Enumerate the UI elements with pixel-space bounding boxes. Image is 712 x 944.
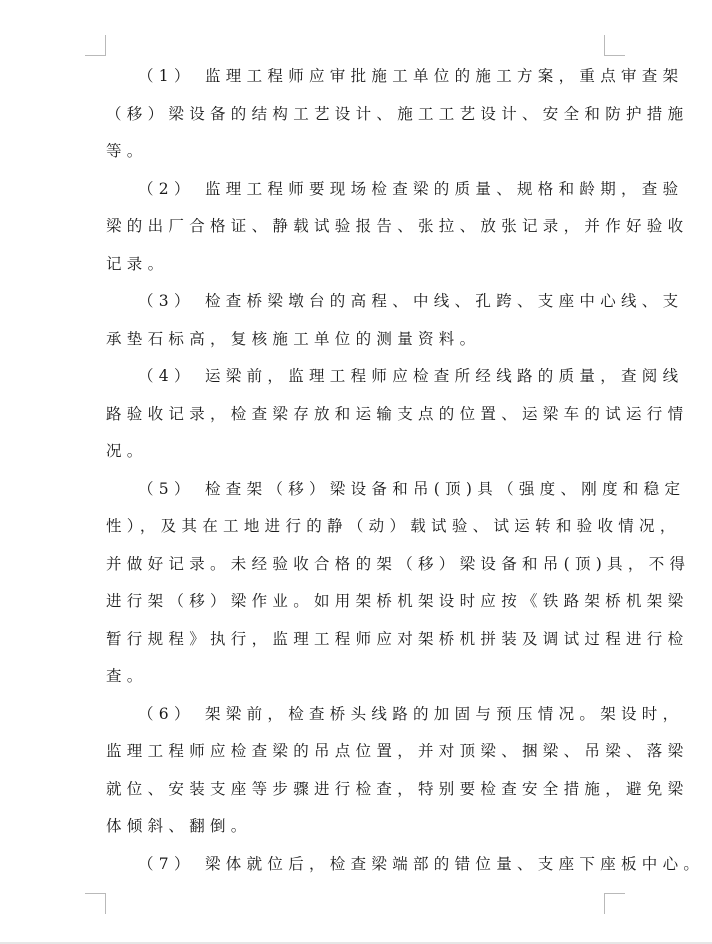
paragraph-6-line-1: （6） 架梁前，检查桥头线路的加固与预压情况。架设时，: [138, 704, 684, 723]
paragraph-5-line-5: 暂行规程》执行，监理工程师应对架桥机拼装及调试过程进行检: [106, 629, 689, 648]
paragraph-4-line-3: 况。: [106, 442, 148, 460]
paragraph-2-line-3: 记录。: [106, 254, 169, 273]
margin-corner-mark-top-right: [604, 35, 625, 56]
paragraph-4-line-2: 路验收记录，检查梁存放和运输支点的位置、运梁车的试运行情: [106, 404, 689, 423]
paragraph-5-line-2: 性），及其在工地进行的静（动）载试验、试运转和验收情况，: [106, 517, 681, 535]
paragraph-4-line-1: （4） 运梁前，监理工程师应检查所经线路的质量，查阅线: [138, 367, 684, 385]
paragraph-6-line-3: 就位、安装支座等步骤进行检查，特别要检查安全措施，避免梁: [106, 779, 689, 798]
paragraph-6-line-4: 体倾斜、翻倒。: [106, 817, 252, 835]
margin-corner-mark-bottom-left: [85, 893, 106, 914]
paragraph-2-line-1: （2） 监理工程师要现场检查梁的质量、规格和龄期，查验: [138, 179, 684, 198]
paragraph-3-line-1: （3） 检查桥梁墩台的高程、中线、孔跨、支座中心线、支: [138, 292, 684, 310]
paragraph-5-line-6: 查。: [106, 667, 148, 685]
paragraph-5-line-3: 并做好记录。未经验收合格的架（移）梁设备和吊(顶)具，不得: [106, 554, 691, 573]
document-body[interactable]: [106, 58, 705, 883]
paragraph-7-line-1: （7） 梁体就位后，检查梁端部的错位量、支座下座板中心。: [138, 854, 705, 873]
paragraph-6-line-2: 监理工程师应检查梁的吊点位置，并对顶梁、捆梁、吊梁、落梁: [106, 742, 689, 760]
paragraph-1-line-2: （移）梁设备的结构工艺设计、施工工艺设计、安全和防护措施: [106, 104, 689, 123]
paragraph-5-line-4: 进行架（移）梁作业。如用架桥机架设时应按《铁路架桥机架梁: [106, 592, 689, 610]
margin-corner-mark-bottom-right: [604, 893, 625, 914]
paragraph-1-line-3: 等。: [106, 142, 148, 160]
paragraph-5-line-1: （5） 检查架（移）梁设备和吊(顶)具（强度、刚度和稳定: [138, 479, 686, 498]
paragraph-2-line-2: 梁的出厂合格证、静载试验报告、张拉、放张记录，并作好验收: [106, 217, 689, 235]
paragraph-1-line-1: （1） 监理工程师应审批施工单位的施工方案，重点审查架: [138, 67, 684, 85]
paragraph-3-line-2: 承垫石标高，复核施工单位的测量资料。: [106, 329, 481, 348]
margin-corner-mark-top-left: [85, 35, 106, 56]
